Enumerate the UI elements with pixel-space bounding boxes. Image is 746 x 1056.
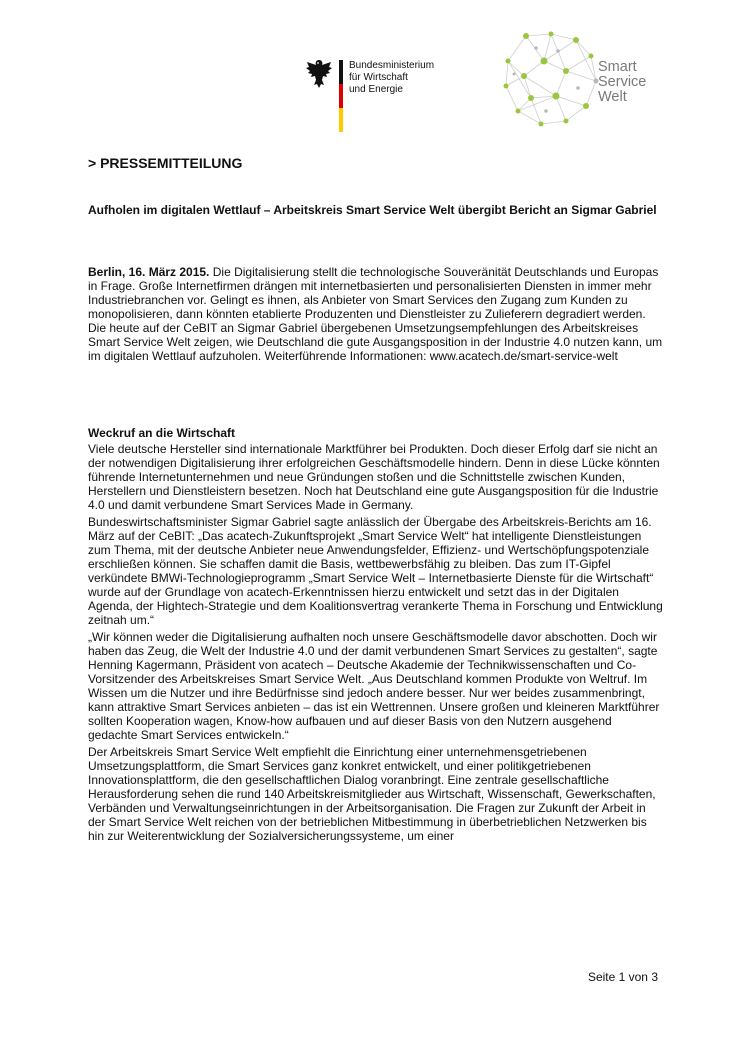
german-flag-bar bbox=[339, 60, 343, 132]
ministry-line: und Energie bbox=[349, 84, 403, 95]
lead-text: Die Digitalisierung stellt die technologische Souveränität Deutschlands und Europas in Frage. Große Internetfirmen drängen mit internetbasierten und personalisierten Diensten in immer mehr Industriebranchen vor. Gelingt es ihnen, als Anbieter von Smart Services den Zugang zum Kunden zu monopolisieren, dann könnten etablierte Produzenten und Dienstleister zu Zulieferern degradiert werden. Die heute auf der CeBIT an Sigmar Gabriel übergebenen Umsetzungsempfehlungen des Arbeitskreises Smart Service Welt zeigen, wie Deutschland die gute Ausgangsposition in der Industrie 4.0 nutzen kann, um im digitalen Wettlauf aufzuholen. Weiterführende Informationen: www.acatech.de/smart-service-welt bbox=[88, 265, 663, 363]
ministry-line: Bundesministerium bbox=[349, 60, 435, 71]
ssw-wordmark bbox=[598, 60, 646, 105]
headline: Aufholen im digitalen Wettlauf – Arbeitskreis Smart Service Welt übergibt Bericht an Sigmar Gabriel bbox=[88, 203, 657, 217]
bmwi-logo bbox=[304, 58, 454, 134]
page-number: Seite 1 von 3 bbox=[587, 970, 658, 984]
body-paragraph: Viele deutsche Hersteller sind internationale Marktführer bei Produkten. Doch dieser Erfolg darf sie nicht an der notwendigen Digitalisierung ihrer erfolgreichen Geschäftsmodelle hindern. Denn in diese Lücke könnten führende Internetunternehmen und neue Gründungen stoßen und die Schnittstelle zwischen Kunden, Herstellern und Dienstleistern besetzen. Noch hat Deutschland eine gute Ausgangsposition für die Industrie 4.0 und damit verbundene Smart Services Made in Germany. bbox=[88, 442, 660, 512]
ssw-line: Service bbox=[598, 74, 647, 90]
lead-paragraph bbox=[88, 265, 663, 363]
dateline: Berlin, 16. März 2015. bbox=[88, 265, 210, 279]
smart-service-welt-logo bbox=[496, 26, 656, 134]
ssw-line: Smart bbox=[598, 59, 637, 75]
body-paragraph: „Wir können weder die Digitalisierung aufhalten noch unsere Geschäftsmodelle davor abschotten. Doch wir haben das Zeug, die Welt der Industrie 4.0 und der damit verbundenen Smart Services zu gestalten“, sagte Henning Kagermann, Präsident von acatech – Deutsche Akademie der Technikwissenschaften und Co-Vorsitzender des Arbeitskreises Smart Service Welt. „Aus Deutschland kommen Produkte von Weltruf. Im Wissen um die Nutzer und ihre Bedürfnisse sind jedoch andere besser. Nur wer beides zusammenbringt, kann attraktive Smart Services anbieten – das ist ein Wettrennen. Unsere großen und kleineren Marktführer sollten Kooperation wagen, Know-how aufbauen und auf dieser Basis von den Nutzern ausgehend gedachte Smart Services entwickeln.“ bbox=[88, 630, 660, 742]
ssw-line: Welt bbox=[598, 89, 627, 105]
ministry-name bbox=[349, 60, 434, 96]
body-paragraph: Der Arbeitskreis Smart Service Welt empfiehlt die Einrichtung einer unternehmensgetriebenen Umsetzungsplattform, die Smart Services ganz konkret entwickelt, und einer politikgetriebenen Innovationsplattform, die den gesellschaftlichen Dialog voranbringt. Eine zentrale gesellschaftliche Herausforderung sehen die rund 140 Arbeitskreismitglieder aus Wirtschaft, Wissenschaft, Gewerkschaften, Verbänden und Verwaltungseinrichtungen in der Arbeitsorganisation. Die Fragen zur Zukunft der Arbeit in der Smart Service Welt reichen von der betrieblichen Mitbestimmung in überbetrieblichen Netzwerken bis hin zur Weiterentwicklung der Sozialversicherungssysteme, um einer bbox=[88, 745, 656, 843]
ministry-line: für Wirtschaft bbox=[349, 72, 408, 83]
document-type-label: > PRESSEMITTEILUNG bbox=[88, 155, 243, 171]
section-weckruf bbox=[88, 426, 663, 846]
body-paragraph: Bundeswirtschaftsminister Sigmar Gabriel sagte anlässlich der Übergabe des Arbeitskreis-Berichts am 16. März auf der CeBIT: „Das acatech-Zukunftsprojekt „Smart Service Welt“ hat intelligente Dienstleistungen zum Thema, mit der deutsche Anbieter neue Anwendungsfelder, Effizienz- und Wertschöpfungspotenziale erschließen können. Sie schaffen damit die Basis, wettbewerbsfähig zu bleiben. Das zum IT-Gipfel verkündete BMWi-Technologieprogramm „Smart Service Welt – Internetbasierte Dienste für die Wirtschaft“ wurde auf der Grundlage von acatech-Erkenntnissen hierzu entwickelt und setzt das in der Digitalen Agenda, der Hightech-Strategie und dem Koalitionsvertrag verankerte Thema in Forschung und Entwicklung zeitnah um.“ bbox=[88, 515, 663, 627]
section-heading: Weckruf an die Wirtschaft bbox=[88, 426, 236, 440]
federal-eagle-icon bbox=[304, 58, 334, 90]
